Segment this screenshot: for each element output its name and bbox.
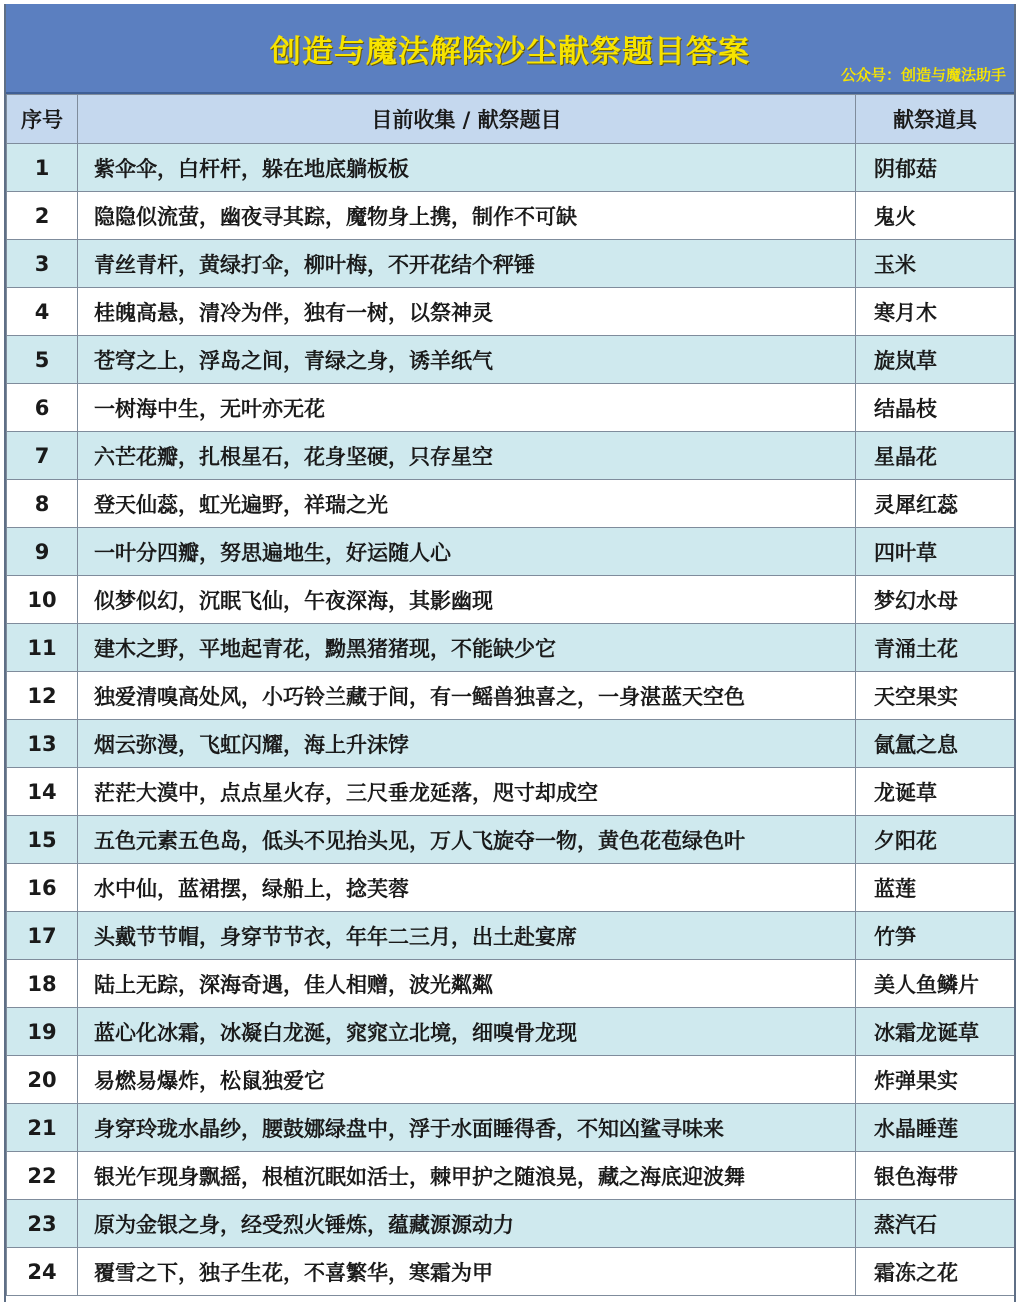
- table-row: [7, 288, 1015, 336]
- table-row: [7, 1152, 1015, 1200]
- row-number: 1: [7, 144, 78, 192]
- row-question: 茫茫大漠中，点点星火存，三尺垂龙延落，咫寸却成空: [78, 768, 856, 816]
- row-number: 5: [7, 336, 78, 384]
- page-title: 创造与魔法解除沙尘献祭题目答案: [270, 34, 750, 70]
- row-answer: 阴郁菇: [856, 144, 1015, 192]
- row-number: 9: [7, 528, 78, 576]
- table-row: [7, 624, 1015, 672]
- row-number: 4: [7, 288, 78, 336]
- table-row: [7, 528, 1015, 576]
- row-number: 14: [7, 768, 78, 816]
- row-answer: 夕阳花: [856, 816, 1015, 864]
- title-banner: [6, 4, 1014, 94]
- table-row: [7, 912, 1015, 960]
- row-number: 17: [7, 912, 78, 960]
- table-row: [7, 336, 1015, 384]
- row-question: 烟云弥漫，飞虹闪耀，海上升沫饽: [78, 720, 856, 768]
- table-row: [7, 144, 1015, 192]
- row-answer: 银色海带: [856, 1152, 1015, 1200]
- table-header-row: [7, 95, 1015, 144]
- row-answer: 寒月木: [856, 288, 1015, 336]
- answer-table: [6, 94, 1015, 1296]
- table-row: [7, 240, 1015, 288]
- row-question: 似梦似幻，沉眠飞仙，午夜深海，其影幽现: [78, 576, 856, 624]
- column-header-number: 序号: [7, 95, 78, 144]
- row-number: 3: [7, 240, 78, 288]
- row-answer: 四叶草: [856, 528, 1015, 576]
- answer-sheet: [4, 4, 1016, 1302]
- row-question: 独爱清嗅高处风，小巧铃兰藏于间，有一鳐兽独喜之，一身湛蓝天空色: [78, 672, 856, 720]
- table-row: [7, 384, 1015, 432]
- row-question: 苍穹之上，浮岛之间，青绿之身，诱羊纸气: [78, 336, 856, 384]
- row-number: 18: [7, 960, 78, 1008]
- row-question: 水中仙，蓝裙摆，绿船上，捻芙蓉: [78, 864, 856, 912]
- row-number: 16: [7, 864, 78, 912]
- table-row: [7, 720, 1015, 768]
- row-question: 易燃易爆炸，松鼠独爱它: [78, 1056, 856, 1104]
- row-question: 一叶分四瓣，努思遍地生，好运随人心: [78, 528, 856, 576]
- row-answer: 冰霜龙诞草: [856, 1008, 1015, 1056]
- row-answer: 炸弹果实: [856, 1056, 1015, 1104]
- row-number: 12: [7, 672, 78, 720]
- table-row: [7, 576, 1015, 624]
- row-number: 20: [7, 1056, 78, 1104]
- table-row: [7, 672, 1015, 720]
- row-answer: 水晶睡莲: [856, 1104, 1015, 1152]
- row-question: 建木之野，平地起青花，黝黑猪猪现，不能缺少它: [78, 624, 856, 672]
- table-row: [7, 816, 1015, 864]
- row-answer: 星晶花: [856, 432, 1015, 480]
- row-number: 2: [7, 192, 78, 240]
- row-answer: 氤氲之息: [856, 720, 1015, 768]
- row-question: 覆雪之下，独子生花，不喜繁华，寒霜为甲: [78, 1248, 856, 1296]
- row-number: 8: [7, 480, 78, 528]
- row-question: 身穿玲珑水晶纱，腰鼓娜绿盘中，浮于水面睡得香，不知凶鲨寻味来: [78, 1104, 856, 1152]
- row-question: 五色元素五色岛，低头不见抬头见，万人飞旋夺一物，黄色花苞绿色叶: [78, 816, 856, 864]
- row-question: 陆上无踪，深海奇遇，佳人相赠，波光粼粼: [78, 960, 856, 1008]
- row-number: 21: [7, 1104, 78, 1152]
- row-number: 11: [7, 624, 78, 672]
- row-number: 10: [7, 576, 78, 624]
- table-row: [7, 480, 1015, 528]
- row-answer: 霜冻之花: [856, 1248, 1015, 1296]
- row-answer: 旋岚草: [856, 336, 1015, 384]
- row-number: 13: [7, 720, 78, 768]
- row-question: 登天仙蕊，虹光遍野，祥瑞之光: [78, 480, 856, 528]
- row-answer: 鬼火: [856, 192, 1015, 240]
- row-question: 紫伞伞，白杆杆，躲在地底躺板板: [78, 144, 856, 192]
- table-row: [7, 432, 1015, 480]
- row-answer: 灵犀红蕊: [856, 480, 1015, 528]
- table-row: [7, 768, 1015, 816]
- row-number: 15: [7, 816, 78, 864]
- row-answer: 蒸汽石: [856, 1200, 1015, 1248]
- row-answer: 天空果实: [856, 672, 1015, 720]
- row-answer: 蓝莲: [856, 864, 1015, 912]
- row-question: 原为金银之身，经受烈火锤炼，蕴藏源源动力: [78, 1200, 856, 1248]
- table-row: [7, 1008, 1015, 1056]
- row-number: 6: [7, 384, 78, 432]
- row-number: 22: [7, 1152, 78, 1200]
- row-question: 一树海中生，无叶亦无花: [78, 384, 856, 432]
- row-question: 银光乍现身飘摇，根植沉眠如活士，棘甲护之随浪晃，藏之海底迎波舞: [78, 1152, 856, 1200]
- row-question: 隐隐似流萤，幽夜寻其踪，魔物身上携，制作不可缺: [78, 192, 856, 240]
- row-question: 蓝心化冰霜，冰凝白龙涎，窕窕立北境，细嗅骨龙现: [78, 1008, 856, 1056]
- column-header-question: 目前收集 / 献祭题目: [78, 95, 856, 144]
- table-row: [7, 192, 1015, 240]
- table-row: [7, 1104, 1015, 1152]
- row-number: 23: [7, 1200, 78, 1248]
- table-row: [7, 1248, 1015, 1296]
- row-number: 7: [7, 432, 78, 480]
- row-answer: 青涌土花: [856, 624, 1015, 672]
- account-label: 公众号：创造与魔法助手: [840, 66, 1006, 84]
- row-answer: 玉米: [856, 240, 1015, 288]
- table-row: [7, 1056, 1015, 1104]
- row-question: 青丝青杆，黄绿打伞，柳叶梅，不开花结个秤锤: [78, 240, 856, 288]
- row-answer: 龙诞草: [856, 768, 1015, 816]
- table-row: [7, 1200, 1015, 1248]
- row-question: 头戴节节帽，身穿节节衣，年年二三月，出土赴宴席: [78, 912, 856, 960]
- table-row: [7, 960, 1015, 1008]
- table-row: [7, 864, 1015, 912]
- row-question: 六芒花瓣，扎根星石，花身坚硬，只存星空: [78, 432, 856, 480]
- row-answer: 梦幻水母: [856, 576, 1015, 624]
- row-answer: 结晶枝: [856, 384, 1015, 432]
- column-header-answer: 献祭道具: [856, 95, 1015, 144]
- row-question: 桂魄高悬，清冷为伴，独有一树，以祭神灵: [78, 288, 856, 336]
- row-number: 24: [7, 1248, 78, 1296]
- row-number: 19: [7, 1008, 78, 1056]
- row-answer: 竹笋: [856, 912, 1015, 960]
- row-answer: 美人鱼鳞片: [856, 960, 1015, 1008]
